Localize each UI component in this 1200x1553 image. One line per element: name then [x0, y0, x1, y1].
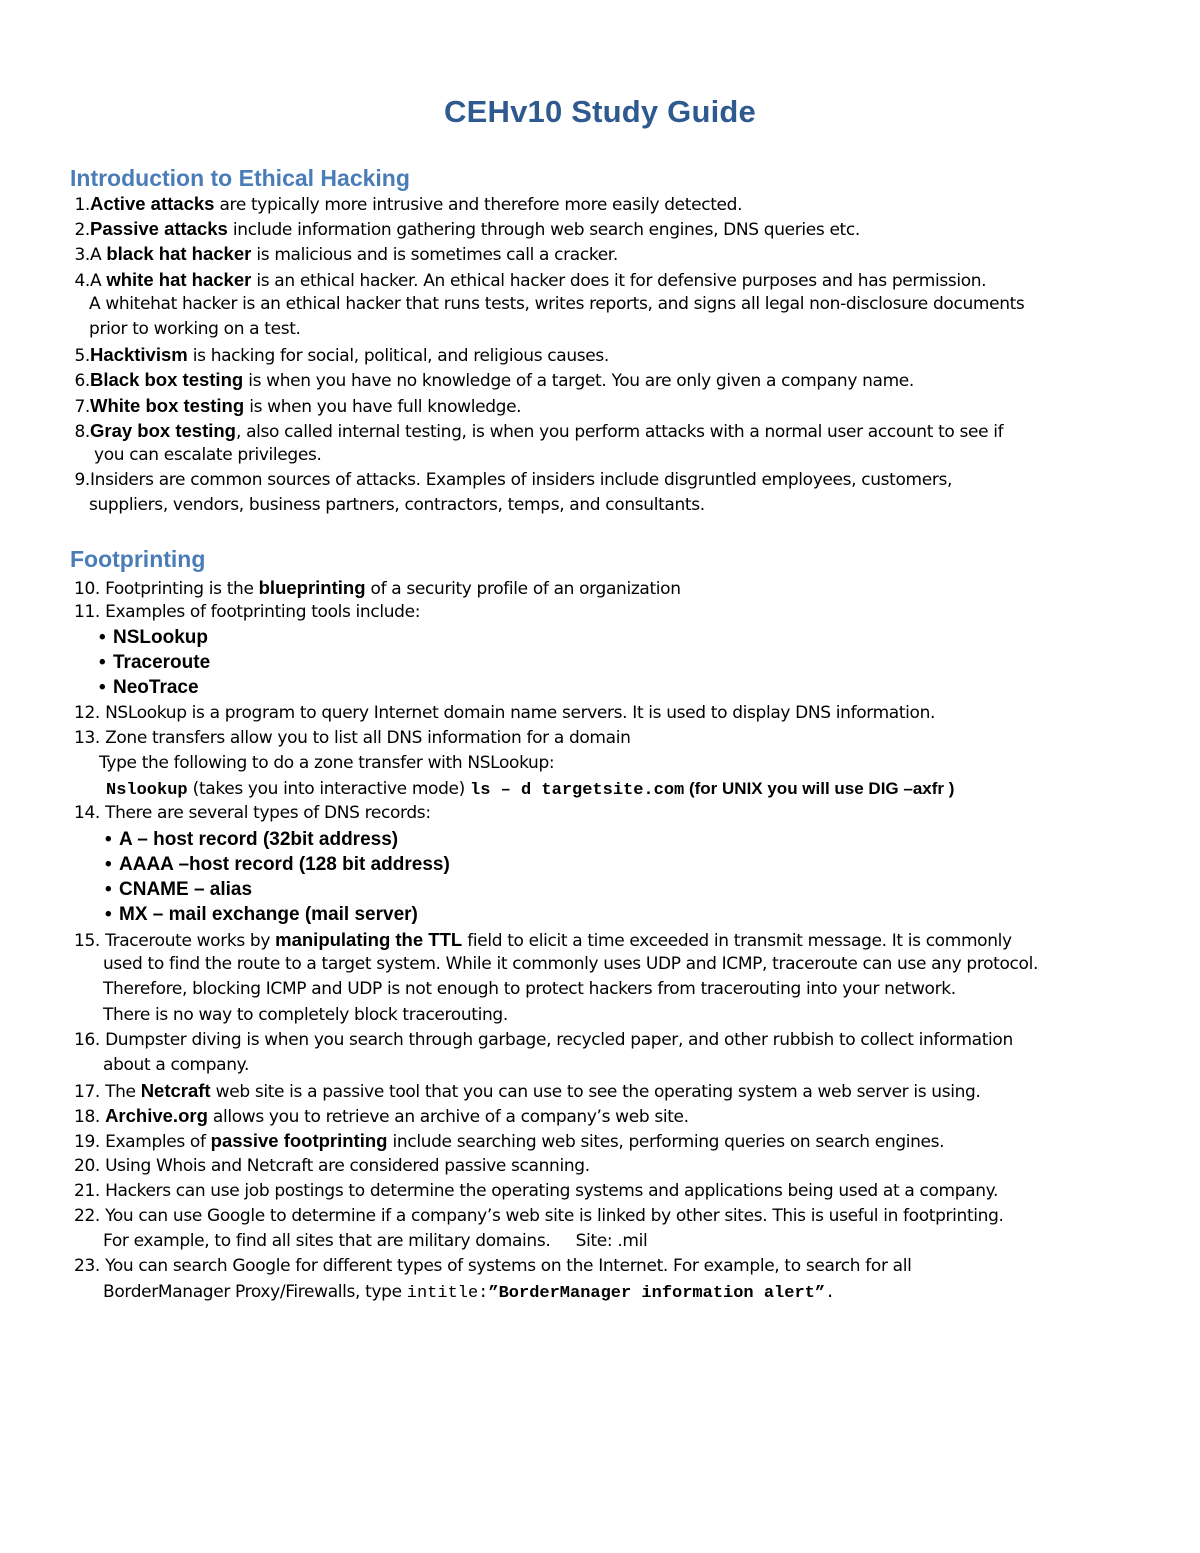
- page-title: CEHv10 Study Guide: [444, 94, 756, 129]
- bullet-item: • MX – mail exchange (mail server): [105, 904, 418, 925]
- list-item-continuation: you can escalate privileges.: [94, 445, 322, 465]
- command-line: Nslookup (takes you into interactive mode) ls – d targetsite.com (for UNIX you will use DIG –axfr ): [106, 779, 955, 800]
- bullet-dot-icon: •: [99, 627, 106, 648]
- list-item: 22. You can use Google to determine if a company’s web site is linked by other sites. This is useful in footprinting.: [74, 1206, 1004, 1226]
- bullet-dot-icon: •: [105, 854, 112, 875]
- list-item: 6.Black box testing is when you have no knowledge of a target. You are only given a company name.: [74, 369, 914, 391]
- list-item: 2.Passive attacks include information gathering through web search engines, DNS queries etc.: [74, 218, 860, 240]
- list-item: 12. NSLookup is a program to query Internet domain name servers. It is used to display DNS information.: [74, 703, 936, 723]
- list-item-continuation: For example, to find all sites that are military domains. Site: .mil: [103, 1231, 648, 1251]
- list-item-continuation: prior to working on a test.: [89, 319, 301, 339]
- list-item: 4.A white hat hacker is an ethical hacker. An ethical hacker does it for defensive purposes and has permission.: [74, 269, 987, 291]
- list-item: 23. You can search Google for different types of systems on the Internet. For example, to search for all: [74, 1256, 912, 1276]
- list-item: 1.Active attacks are typically more intrusive and therefore more easily detected.: [74, 193, 743, 215]
- list-item: 9.Insiders are common sources of attacks. Examples of insiders include disgruntled employees, customers,: [74, 470, 953, 490]
- list-item-continuation: about a company.: [103, 1055, 250, 1075]
- list-item: 13. Zone transfers allow you to list all DNS information for a domain: [74, 728, 631, 748]
- list-item: 11. Examples of footprinting tools include:: [74, 602, 421, 622]
- list-item: 18. Archive.org allows you to retrieve an archive of a company’s web site.: [74, 1105, 689, 1127]
- list-item: 21. Hackers can use job postings to determine the operating systems and applications being used at a company.: [74, 1181, 999, 1201]
- list-item: 16. Dumpster diving is when you search through garbage, recycled paper, and other rubbish to collect information: [74, 1030, 1013, 1050]
- list-item-continuation: BorderManager Proxy/Firewalls, type intitle:”BorderManager information alert”.: [103, 1282, 836, 1303]
- list-item: 17. The Netcraft web site is a passive tool that you can use to see the operating system a web server is using.: [74, 1080, 981, 1102]
- bullet-dot-icon: •: [99, 677, 106, 698]
- bullet-item: • AAAA –host record (128 bit address): [105, 854, 450, 875]
- bullet-dot-icon: •: [99, 652, 106, 673]
- bullet-dot-icon: •: [105, 879, 112, 900]
- list-item-continuation: suppliers, vendors, business partners, contractors, temps, and consultants.: [89, 495, 705, 515]
- list-item-continuation: Type the following to do a zone transfer with NSLookup:: [99, 753, 555, 773]
- bullet-dot-icon: •: [105, 829, 112, 850]
- bullet-dot-icon: •: [105, 904, 112, 925]
- bullet-item: • A – host record (32bit address): [105, 829, 399, 850]
- list-item-continuation: used to find the route to a target system. While it commonly uses UDP and ICMP, traceroute can use any protocol.: [103, 954, 1038, 974]
- list-item: 5.Hacktivism is hacking for social, political, and religious causes.: [74, 344, 609, 366]
- bullet-item: • Traceroute: [99, 652, 211, 673]
- list-item-continuation: There is no way to completely block tracerouting.: [103, 1005, 508, 1025]
- bullet-item: • NSLookup: [99, 627, 208, 648]
- section-heading-footprinting: Footprinting: [70, 546, 206, 572]
- list-item: 15. Traceroute works by manipulating the TTL field to elicit a time exceeded in transmit message. It is commonly: [74, 929, 1012, 951]
- list-item: 10. Footprinting is the blueprinting of a security profile of an organization: [74, 577, 681, 599]
- list-item: 8.Gray box testing, also called internal testing, is when you perform attacks with a normal user account to see if: [74, 420, 1004, 442]
- list-item-continuation: Therefore, blocking ICMP and UDP is not enough to protect hackers from tracerouting into your network.: [103, 979, 956, 999]
- list-item: 3.A black hat hacker is malicious and is sometimes call a cracker.: [74, 243, 618, 265]
- list-item: 7.White box testing is when you have full knowledge.: [74, 395, 522, 417]
- section-heading-intro: Introduction to Ethical Hacking: [70, 165, 410, 191]
- list-item-continuation: A whitehat hacker is an ethical hacker that runs tests, writes reports, and signs all legal non-disclosure documents: [89, 294, 1025, 314]
- list-item: 14. There are several types of DNS records:: [74, 803, 431, 823]
- bullet-item: • CNAME – alias: [105, 879, 253, 900]
- list-item: 20. Using Whois and Netcraft are considered passive scanning.: [74, 1156, 590, 1176]
- list-item: 19. Examples of passive footprinting include searching web sites, performing queries on search engines.: [74, 1130, 945, 1152]
- bullet-item: • NeoTrace: [99, 677, 199, 698]
